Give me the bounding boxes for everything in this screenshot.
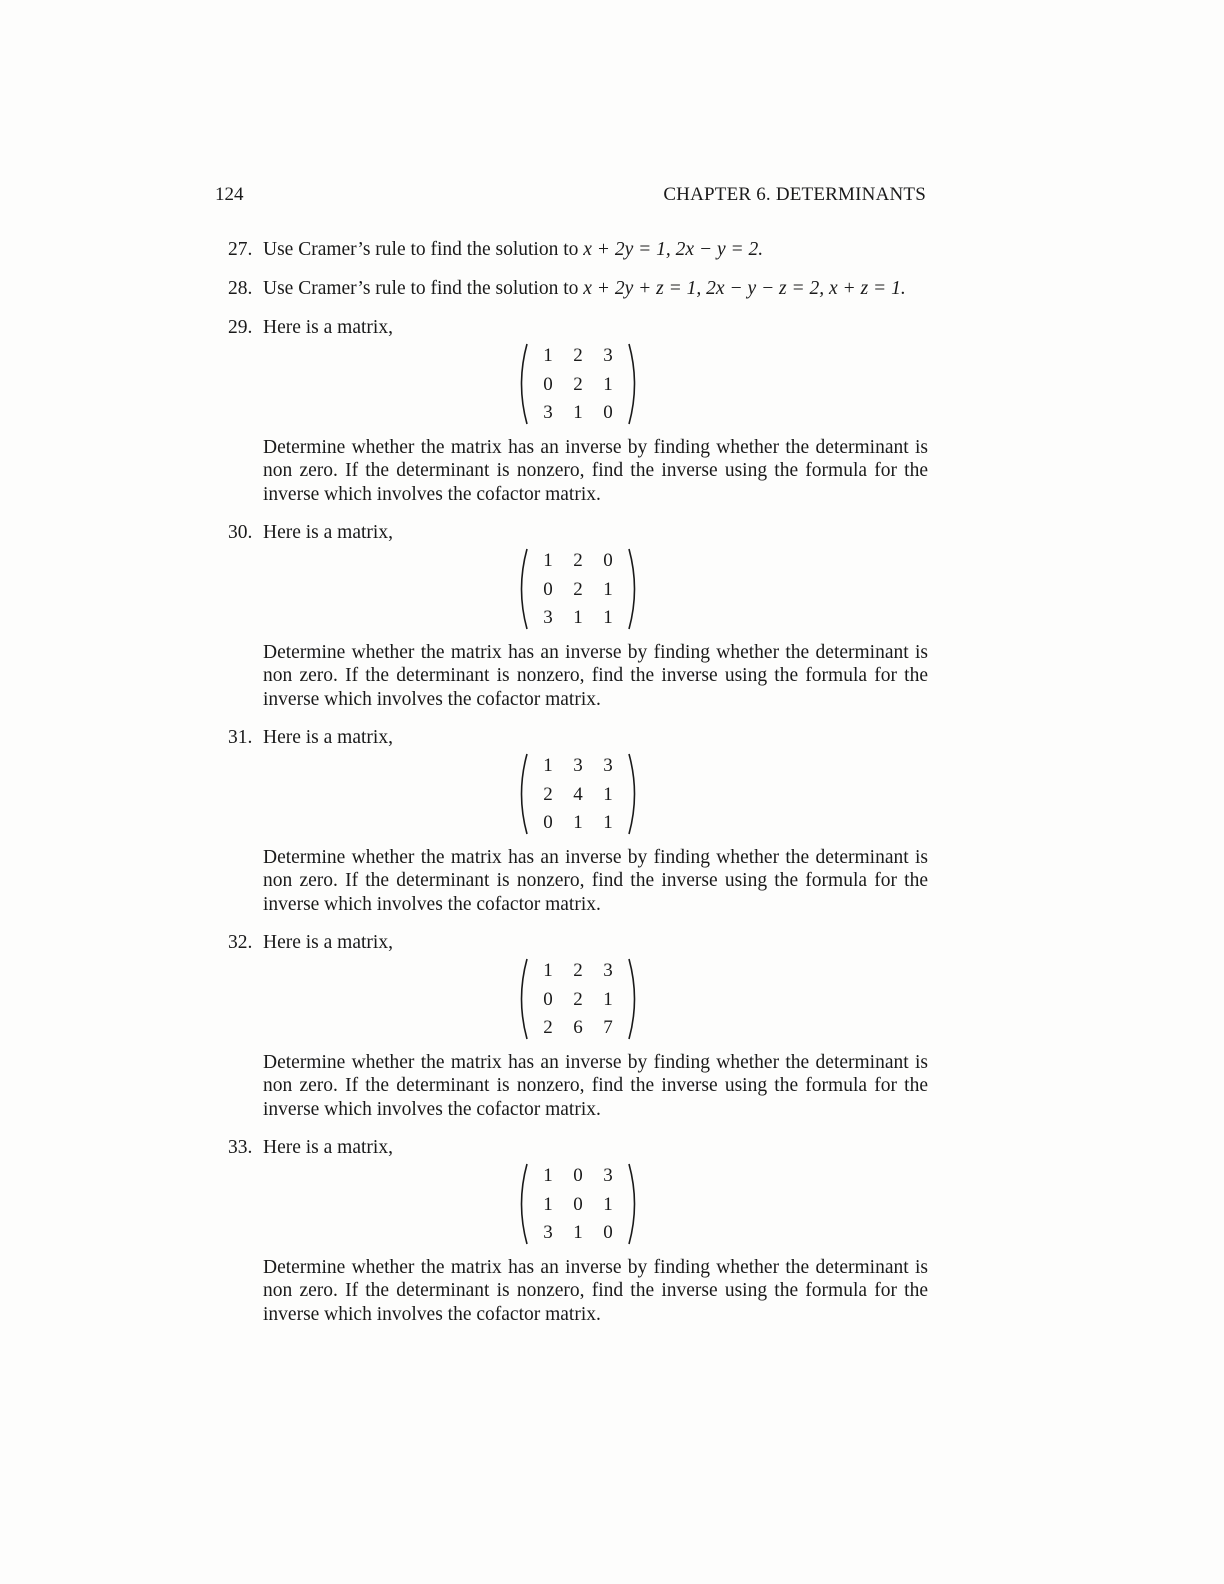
problem-intro: Here is a matrix, [263,932,393,953]
matrix-entry: 3 [543,1222,553,1244]
matrix-entry: 0 [603,550,613,572]
matrix-entry: 1 [603,578,613,600]
matrix-entry: 1 [543,960,553,982]
problem-description: Determine whether the matrix has an inverse by finding whether the determinant is non zero. If the determinant is nonzero, find the inverse using the formula for the inverse which involves the cofactor matrix. [263,641,928,710]
problem-31 [228,726,928,916]
right-parenthesis [627,752,641,836]
matrix [515,547,641,633]
matrix-entry: 0 [543,578,553,600]
matrix-entry: 0 [543,812,553,834]
problem-number: 27. [228,239,253,260]
matrix-entry: 2 [543,1017,553,1039]
matrix-entry: 1 [573,1222,583,1244]
matrix-entry: 3 [603,755,613,777]
matrix-entry: 4 [573,783,583,805]
matrix-entry: 1 [603,373,613,395]
right-parenthesis [627,957,641,1041]
left-parenthesis [515,957,529,1041]
matrix-entry: 1 [573,402,583,424]
problem-32 [228,931,928,1121]
matrix-entry: 1 [543,755,553,777]
problem-27 [228,238,928,262]
matrix-entry: 0 [603,402,613,424]
problem-28 [228,277,928,301]
problem-description: Determine whether the matrix has an inverse by finding whether the determinant is non zero. If the determinant is nonzero, find the inverse using the formula for the inverse which involves the cofactor matrix. [263,1256,928,1325]
problem-intro: Here is a matrix, [263,317,393,338]
problem-intro: Here is a matrix, [263,727,393,748]
matrix-entry: 0 [543,373,553,395]
matrix-entry: 0 [573,1165,583,1187]
problem-number: 31. [228,727,253,748]
matrix-entry: 2 [573,960,583,982]
matrix-entry: 1 [603,783,613,805]
matrix-entry: 1 [603,988,613,1010]
problem-intro: Here is a matrix, [263,1137,393,1158]
problem-description: Determine whether the matrix has an inverse by finding whether the determinant is non zero. If the determinant is nonzero, find the inverse using the formula for the inverse which involves the cofactor matrix. [263,1051,928,1120]
matrix-entry: 1 [543,1165,553,1187]
problem-30 [228,521,928,711]
problem-number: 33. [228,1137,253,1158]
problem-29 [228,316,928,506]
matrix-entry: 2 [573,988,583,1010]
problem-number: 32. [228,932,253,953]
matrix-entry: 1 [543,1193,553,1215]
problem-intro: Here is a matrix, [263,522,393,543]
matrix-entry: 1 [573,812,583,834]
problem-number: 28. [228,278,253,299]
matrix-entry: 1 [603,812,613,834]
left-parenthesis [515,1162,529,1246]
matrix-entry: 1 [603,607,613,629]
matrix-entry: 1 [543,345,553,367]
problem-number: 29. [228,317,253,338]
matrix-entry: 1 [603,1193,613,1215]
matrix-entry: 3 [573,755,583,777]
matrix-entry: 3 [543,402,553,424]
matrix-entry: 2 [573,345,583,367]
problem-description: Determine whether the matrix has an inverse by finding whether the determinant is non zero. If the determinant is nonzero, find the inverse using the formula for the inverse which involves the cofactor matrix. [263,436,928,505]
equation: x + 2y + z = 1, 2x − y − z = 2, x + z = 1. [583,278,906,299]
matrix-entry: 3 [603,1165,613,1187]
matrix-entry: 2 [573,550,583,572]
matrix-entry: 0 [543,988,553,1010]
left-parenthesis [515,547,529,631]
matrix [515,752,641,838]
problem-number: 30. [228,522,253,543]
matrix-entry: 0 [573,1193,583,1215]
matrix-entry: 0 [603,1222,613,1244]
problem-list [228,238,928,1326]
left-parenthesis [515,342,529,426]
right-parenthesis [627,342,641,426]
right-parenthesis [627,1162,641,1246]
matrix-entry: 3 [603,345,613,367]
matrix [515,342,641,428]
matrix-entry: 1 [543,550,553,572]
matrix-entry: 2 [573,373,583,395]
problem-description: Determine whether the matrix has an inverse by finding whether the determinant is non zero. If the determinant is nonzero, find the inverse using the formula for the inverse which involves the cofactor matrix. [263,846,928,915]
matrix-entry: 7 [603,1017,613,1039]
problem-33 [228,1136,928,1326]
matrix-entry: 1 [573,607,583,629]
matrix [515,957,641,1043]
page-number: 124 [215,184,244,205]
matrix-entry: 3 [603,960,613,982]
matrix-entry: 3 [543,607,553,629]
problem-text: Use Cramer’s rule to find the solution to [263,239,584,260]
right-parenthesis [627,547,641,631]
left-parenthesis [515,752,529,836]
matrix-entry: 2 [543,783,553,805]
matrix-entry: 6 [573,1017,583,1039]
running-head: CHAPTER 6. DETERMINANTS [663,184,926,205]
matrix-entry: 2 [573,578,583,600]
equation: x + 2y = 1, 2x − y = 2. [583,239,764,260]
problem-text: Use Cramer’s rule to find the solution to [263,278,584,299]
matrix [515,1162,641,1248]
